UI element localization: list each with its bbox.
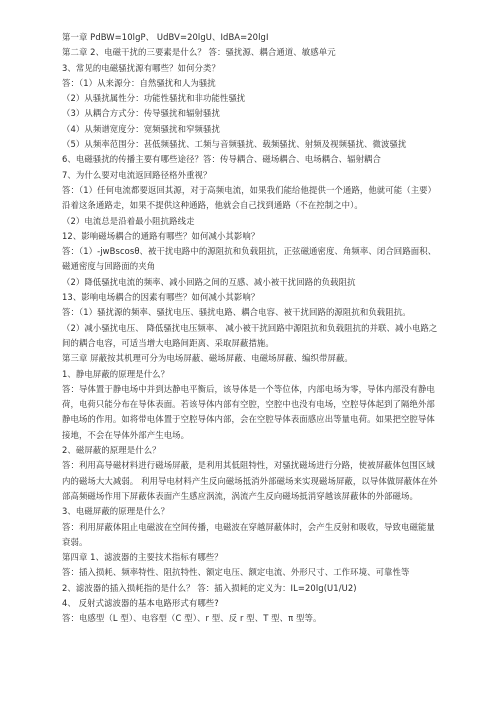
question-7: 7、为什么要对电流返回路径格外重视？: [62, 169, 212, 180]
chapter2-question-2: 第二章 2、电磁干扰的三要素是什么？ 答：骚扰源、耦合通道、敏感单元: [62, 47, 336, 58]
question-12: 12、影响磁场耦合的通路有哪些？如何减小其影响？: [62, 230, 260, 241]
chapter3-question-1: 1、静电屏蔽的原理是什么？: [62, 368, 170, 379]
chapter3-heading: 第三章 屏蔽按其机理可分为电场屏蔽、磁场屏蔽、电磁场屏蔽、编织带屏蔽。: [62, 353, 353, 364]
question-6: 6、电磁骚扰的传播主要有哪些途径？答：传导耦合、磁场耦合、电场耦合、辐射耦合: [62, 154, 382, 165]
chapter3-answer-3: 答：利用屏蔽体阻止电磁波在空间传播，电磁波在穿越屏蔽体时，会产生反射和吸收，导致电磁能量衰弱。: [62, 521, 435, 547]
chapter3-answer-2: 答：利用高导磁材料进行磁场屏蔽，是利用其低阻特性，对骚扰磁场进行分路，使被屏蔽体包围区域内的磁场大大减弱。 利用导电材料产生反向磁场抵消外部磁场来实现磁场屏蔽，以导体做屏蔽体在外部高频磁场作用下屏蔽体表面产生感应涡流，涡流产生反向磁场抵消穿越该屏蔽体的外部磁场。: [62, 460, 438, 501]
chapter4-question-4: 4、 反射式滤波器的基本电路形式有哪些?: [62, 597, 219, 608]
chapter3-question-3: 3、电磁屏蔽的原理是什么？: [62, 506, 170, 517]
answer-7-item-1: 答：（1）任何电流都要返回其源，对于高频电流，如果我们能给他提供一个通路，他就可能（主要）沿着这条通路走，如果不提供这种通路，他就会自己找到通路（不在控制之中）。: [62, 184, 437, 211]
chapter4-question-2: 2、滤波器的插入损耗指的是什么？ 答：插入损耗的定义为：IL=20lg(U1/U2): [62, 582, 357, 593]
answer-3-item-2: （2）从骚扰属性分：功能性骚扰和非功能性骚扰: [62, 93, 246, 104]
chapter3-question-2: 2、磁屏蔽的原理是什么？: [62, 445, 161, 456]
chapter3-answer-1: 答：导体置于静电场中并到达静电平衡后，该导体是一个等位体，内部电场为零，导体内部没有静电荷，电荷只能分布在导体表面。若该导体内部有空腔，空腔中也没有电场，空腔导体起到了隔绝外部静电场的作用。如将带电体置于空腔导体内部，会在空腔导体表面感应出等量电荷。如果把空腔导体接地，不会在导体外部产生电场。: [62, 383, 435, 440]
answer-13-item-2: （2）减小骚扰电压、 降低骚扰电压频率、 减小被干扰回路中源阻抗和负载阻抗的并联、减小电路之间的耦合电容，可适当增大电路间距离、采取屏蔽措施。: [62, 322, 438, 348]
document-page: [62, 30, 438, 627]
chapter4-answer-4: 答：电感型（L 型）、电容型（C 型）、r 型、反 r 型、T 型、π 型等。: [62, 613, 322, 624]
chapter4-answer-1: 答：插入损耗、频率特性、阻抗特性、额定电压、额定电流、外形尺寸、工作环境、可靠性等: [62, 567, 410, 578]
answer-3-item-3: （3）从耦合方式分：传导骚扰和辐射骚扰: [62, 108, 220, 119]
question-3: 3、常见的电磁骚扰源有哪些？如何分类？: [62, 62, 220, 73]
answer-7-item-2: （2）电流总是沿着最小阻抗路线走: [62, 215, 195, 226]
chapter4-question-1: 第四章 1、滤波器的主要技术指标有哪些？: [62, 552, 223, 563]
answer-13-item-1: 答：（1）骚扰源的频率、骚扰电压、骚扰电路、耦合电容、被干扰回路的源阻抗和负载阻抗。: [62, 307, 411, 318]
answer-3-item-4: （4）从频谱宽度分：宽频骚扰和窄频骚扰: [62, 123, 220, 134]
answer-3-item-5: （5）从频率范围分：甚低频骚扰、工频与音频骚扰、载频骚扰、射频及视频骚扰、微波骚扰: [62, 139, 407, 150]
answer-12-item-2: （2）降低骚扰电流的频率、减小回路之间的互感、减小被干扰回路的负载阻抗: [62, 276, 356, 287]
chapter1-formula-line: 第一章 PdBW=10lgP、 UdBV=20lgU、IdBA=20lgI: [62, 32, 269, 42]
question-13: 13、影响电场耦合的因素有哪些？如何减小其影响？: [62, 292, 260, 303]
answer-12-item-1: 答：（1）-jwBscosθ、被干扰电路中的源阻抗和负载阻抗，正弦磁通密度、角频率、闭合回路面积、磁通密度与回路面的夹角: [62, 246, 437, 272]
answer-3-item-1: 答：（1）从来源分：自然骚扰和人为骚扰: [62, 77, 216, 88]
